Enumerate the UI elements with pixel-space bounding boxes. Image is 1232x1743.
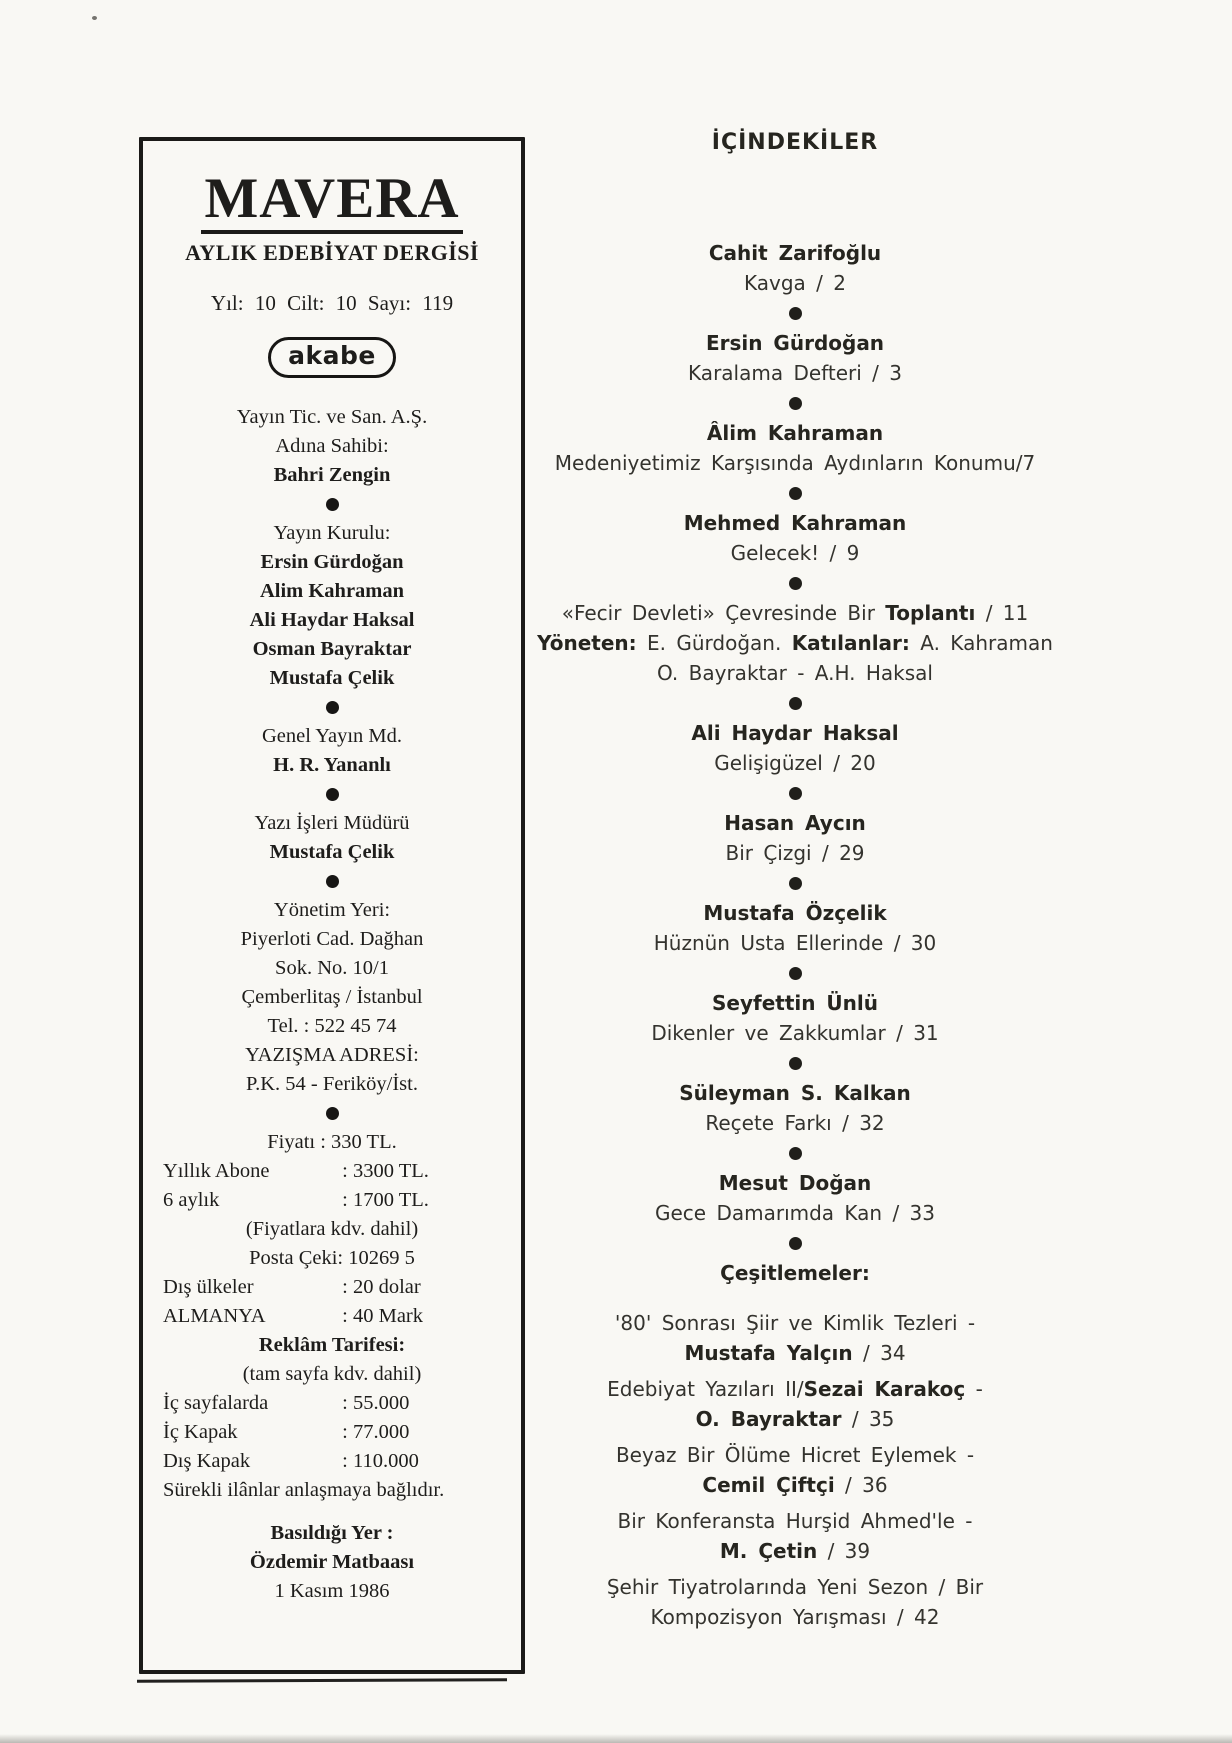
masthead-line: Çemberlitaş / İstanbul: [241, 986, 423, 1008]
toc-bullet: [789, 787, 802, 800]
toc-bold-text: Sezai Karakoç: [803, 1377, 966, 1401]
masthead-line: YAZIŞMA ADRESİ:: [245, 1044, 419, 1066]
toc-entry-line: [485, 1374, 1105, 1404]
masthead-line: Osman Bayraktar: [252, 638, 412, 660]
tariff-label: İç sayfalarda: [163, 1392, 269, 1414]
tariff-row: [163, 1447, 501, 1476]
masthead-lines: [163, 403, 501, 1606]
toc-text: Gelecek! / 9: [730, 541, 860, 565]
toc-entry-line: [485, 628, 1105, 658]
toc-bullet: [789, 1147, 802, 1160]
toc-text: Medeniyetimiz Karşısında Aydınların Konumu/7: [554, 451, 1036, 475]
toc-entry: [485, 1258, 1105, 1288]
toc-entry-line: [485, 1078, 1105, 1108]
toc-bold-text: Katılanlar:: [791, 631, 910, 655]
masthead-line: Mustafa Çelik: [269, 667, 395, 689]
toc-bold-text: Âlim Kahraman: [706, 421, 884, 445]
toc-entry-line: [485, 448, 1105, 478]
toc-text: Kavga / 2: [744, 271, 846, 295]
magazine-masthead-box: [139, 137, 525, 1674]
toc-entry-line: [485, 658, 1105, 688]
toc-text: / 36: [834, 1473, 888, 1497]
toc-bullet: [789, 1237, 802, 1250]
toc-text: / 11: [975, 601, 1029, 625]
masthead-line: P.K. 54 - Feriköy/İst.: [246, 1073, 418, 1095]
toc-entry: [485, 1308, 1105, 1368]
toc-entry-line: [485, 328, 1105, 358]
tariff-label: İç Kapak: [163, 1421, 238, 1443]
toc-text: O. Bayraktar - A.H. Haksal: [657, 661, 933, 685]
toc-bold-text: Cahit Zarifoğlu: [708, 241, 882, 265]
masthead-line: Bahri Zengin: [273, 464, 391, 486]
toc-text: Şehir Tiyatrolarında Yeni Sezon / Bir: [606, 1575, 984, 1599]
toc-entry: [485, 328, 1105, 388]
toc-entry-line: [485, 598, 1105, 628]
masthead-line: Yayın Tic. ve San. A.Ş.: [236, 406, 428, 428]
toc-text: Bir Çizgi / 29: [725, 841, 865, 865]
toc-entry-line: [485, 238, 1105, 268]
toc-text: / 35: [841, 1407, 895, 1431]
tariff-row: [163, 1418, 501, 1447]
tariff-value: : 1700 TL.: [342, 1189, 429, 1211]
toc-entry-line: [485, 1168, 1105, 1198]
toc-entry-line: [485, 1308, 1105, 1338]
toc-text: Gece Damarımda Kan / 33: [654, 1201, 936, 1225]
scan-bottom-edge: [0, 1734, 1232, 1743]
toc-text: / 39: [817, 1539, 871, 1563]
toc-entry: [485, 1572, 1105, 1632]
toc-bold-text: Mustafa Özçelik: [703, 901, 887, 925]
toc-column: [485, 130, 1105, 1638]
toc-entry-line: [485, 898, 1105, 928]
toc-bold-text: Çeşitlemeler:: [720, 1261, 870, 1285]
toc-entry-line: [485, 1572, 1105, 1602]
toc-entry: [485, 1374, 1105, 1434]
toc-bullet: [789, 877, 802, 890]
magazine-logo-wrap: [163, 167, 501, 234]
tariff-label: Dış Kapak: [163, 1450, 251, 1472]
toc-entry: [485, 238, 1105, 298]
tariff-row: [163, 1389, 501, 1418]
masthead-line: Fiyatı : 330 TL.: [267, 1131, 397, 1153]
masthead-line: Reklâm Tarifesi:: [258, 1334, 406, 1356]
toc-bold-text: Ersin Gürdoğan: [705, 331, 885, 355]
tariff-value: : 3300 TL.: [342, 1160, 429, 1182]
toc-bullet: [789, 967, 802, 980]
magazine-subtitle: AYLIK EDEBİYAT DERGİSİ: [185, 240, 479, 265]
tariff-row: [163, 1186, 501, 1215]
section-bullet: [326, 498, 339, 511]
toc-entry: [485, 1440, 1105, 1500]
toc-entry-line: [485, 1602, 1105, 1632]
masthead-line: Yayın Kurulu:: [273, 522, 391, 544]
masthead-line: Mustafa Çelik: [269, 841, 395, 863]
masthead-line: Özdemir Matbaası: [249, 1551, 415, 1573]
toc-entry-line: [485, 928, 1105, 958]
tariff-value: : 110.000: [342, 1450, 419, 1472]
masthead-line: Tel. : 522 45 74: [267, 1015, 397, 1037]
toc-bold-text: Mehmed Kahraman: [683, 511, 907, 535]
toc-entry-line: [485, 1108, 1105, 1138]
toc-bold-text: O. Bayraktar: [695, 1407, 842, 1431]
scan-speck: [92, 16, 97, 20]
masthead-line: Sok. No. 10/1: [275, 957, 389, 979]
masthead-line: Piyerloti Cad. Dağhan: [240, 928, 424, 950]
toc-entry: [485, 1168, 1105, 1228]
toc-entry-line: [485, 418, 1105, 448]
magazine-logo: MAVERA: [201, 173, 462, 234]
toc-bullet: [789, 487, 802, 500]
toc-text: Edebiyat Yazıları II/: [607, 1377, 804, 1401]
toc-bullet: [789, 577, 802, 590]
tariff-value: : 20 dolar: [342, 1276, 421, 1298]
toc-text: Dikenler ve Zakkumlar / 31: [651, 1021, 939, 1045]
tariff-row: [163, 1273, 501, 1302]
masthead-line: Basıldığı Yer :: [270, 1522, 394, 1544]
issue-info: Yıl: 10 Cilt: 10 Sayı: 119: [210, 291, 454, 315]
toc-entry-line: [485, 1198, 1105, 1228]
toc-entry-line: [485, 1440, 1105, 1470]
toc-entry-line: [485, 1536, 1105, 1566]
toc-entry: [485, 988, 1105, 1048]
tariff-value: : 40 Mark: [342, 1305, 423, 1327]
masthead-line: Sürekli ilânlar anlaşmaya bağlıdır.: [163, 1479, 445, 1501]
toc-entry-line: [485, 1258, 1105, 1288]
masthead-line: Yönetim Yeri:: [273, 899, 391, 921]
toc-bullet: [789, 1057, 802, 1070]
toc-entry: [485, 1078, 1105, 1138]
toc-bold-text: Seyfettin Ünlü: [711, 991, 879, 1015]
toc-entry: [485, 598, 1105, 688]
masthead-line: 1 Kasım 1986: [274, 1580, 390, 1602]
toc-text: A. Kahraman: [909, 631, 1053, 655]
section-bullet: [326, 701, 339, 714]
tariff-label: Dış ülkeler: [163, 1276, 254, 1298]
toc-text: / 34: [852, 1341, 906, 1365]
toc-entry-line: [485, 358, 1105, 388]
toc-entry-line: [485, 538, 1105, 568]
masthead-line: Adına Sahibi:: [275, 435, 389, 457]
tariff-row: [163, 1157, 501, 1186]
toc-bold-text: M. Çetin: [719, 1539, 818, 1563]
toc-entry-line: [485, 808, 1105, 838]
toc-text: -: [965, 1377, 983, 1401]
toc-text: Kompozisyon Yarışması / 42: [650, 1605, 940, 1629]
section-bullet: [326, 875, 339, 888]
toc-entry-line: [485, 838, 1105, 868]
toc-bold-text: Yöneten:: [537, 631, 637, 655]
masthead-line: Genel Yayın Md.: [261, 725, 403, 747]
toc-text: Karalama Defteri / 3: [688, 361, 902, 385]
toc-entry-line: [485, 1470, 1105, 1500]
toc-entry: [485, 508, 1105, 568]
toc-entry-line: [485, 1506, 1105, 1536]
toc-text: Hüznün Usta Ellerinde / 30: [653, 931, 937, 955]
toc-bullet: [789, 697, 802, 710]
toc-entry: [485, 718, 1105, 778]
toc-bullet: [789, 397, 802, 410]
tariff-label: ALMANYA: [163, 1305, 266, 1327]
masthead-line: Yazı İşleri Müdürü: [254, 812, 410, 834]
toc-text: '80' Sonrası Şiir ve Kimlik Tezleri -: [614, 1311, 976, 1335]
masthead-line: Ali Haydar Haksal: [249, 609, 415, 631]
publisher-badge-wrap: [163, 316, 501, 378]
toc-text: Gelişigüzel / 20: [714, 751, 876, 775]
masthead-line: H. R. Yananlı: [273, 754, 391, 776]
toc-entry-line: [485, 268, 1105, 298]
toc-bold-text: Toplantı: [885, 601, 976, 625]
publisher-badge: akabe: [268, 337, 396, 378]
tariff-value: : 55.000: [342, 1392, 410, 1414]
tariff-row: [163, 1302, 501, 1331]
toc-text: «Fecir Devleti» Çevresinde Bir: [561, 601, 886, 625]
toc-bold-text: Süleyman S. Kalkan: [679, 1081, 911, 1105]
toc-items: [485, 238, 1105, 1632]
toc-text: Beyaz Bir Ölüme Hicret Eylemek -: [615, 1443, 975, 1467]
masthead-line: (Fiyatlara kdv. dahil): [245, 1218, 419, 1240]
masthead-line: Ersin Gürdoğan: [260, 551, 404, 573]
toc-entry: [485, 808, 1105, 868]
tariff-value: : 77.000: [342, 1421, 410, 1443]
page-title: İÇİNDEKİLER: [711, 130, 879, 155]
toc-entry-line: [485, 718, 1105, 748]
toc-bold-text: Hasan Aycın: [724, 811, 866, 835]
masthead-line: (tam sayfa kdv. dahil): [242, 1363, 422, 1385]
toc-entry-line: [485, 1338, 1105, 1368]
toc-bold-text: Mustafa Yalçın: [684, 1341, 853, 1365]
toc-text: E. Gürdoğan.: [636, 631, 792, 655]
toc-entry: [485, 1506, 1105, 1566]
toc-entry-line: [485, 1018, 1105, 1048]
toc-entry-line: [485, 508, 1105, 538]
toc-bullet: [789, 307, 802, 320]
section-bullet: [326, 788, 339, 801]
toc-text: Reçete Farkı / 32: [705, 1111, 885, 1135]
toc-bold-text: Ali Haydar Haksal: [691, 721, 899, 745]
masthead-line: Alim Kahraman: [259, 580, 405, 602]
toc-entry-line: [485, 1404, 1105, 1434]
toc-text: Bir Konferansta Hurşid Ahmed'le -: [617, 1509, 973, 1533]
toc-entry-line: [485, 988, 1105, 1018]
toc-entry: [485, 418, 1105, 478]
tariff-label: 6 aylık: [163, 1189, 220, 1211]
masthead-line: Posta Çeki: 10269 5: [249, 1247, 415, 1269]
tariff-label: Yıllık Abone: [163, 1160, 270, 1182]
toc-bold-text: Cemil Çiftçi: [702, 1473, 835, 1497]
toc-entry-line: [485, 748, 1105, 778]
toc-entry: [485, 898, 1105, 958]
section-bullet: [326, 1107, 339, 1120]
toc-bold-text: Mesut Doğan: [718, 1171, 872, 1195]
